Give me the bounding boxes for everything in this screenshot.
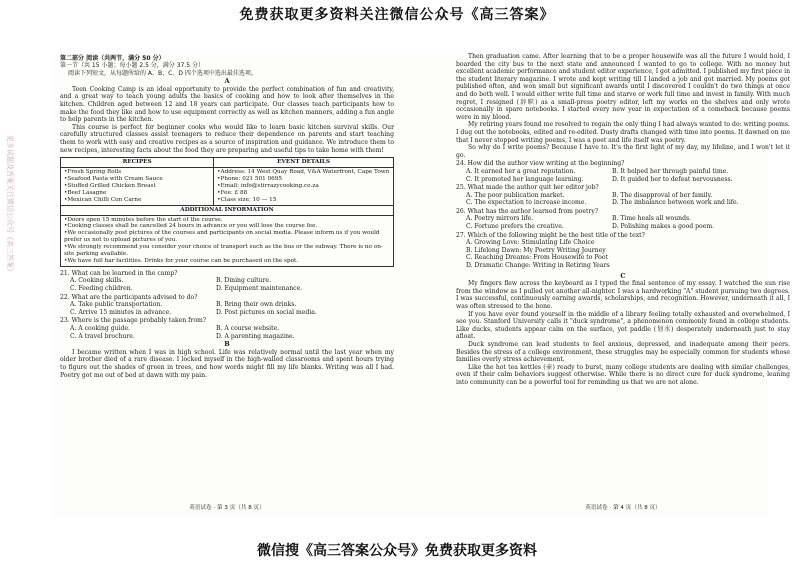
question-27-options <box>456 239 790 269</box>
recipe-item: • Seafood Pasta with Cream Sauce <box>64 176 210 183</box>
passage-b-paragraph-1: I became written when I was in high school. Life was relatively normal until the last year when my older brother died of a rare disease. I locked myself in the high-walled classrooms and spent hours trying to figure out the shades of green in trees, and how words might fill my life blanks. Writing was all I had. Poetry got me out of bed at dawn with my pain. <box>60 348 394 379</box>
additional-info-list <box>64 217 390 265</box>
recipes-header: RECIPES <box>61 158 214 168</box>
option: A. Take public transportation. <box>70 301 163 309</box>
additional-info-item: • We have full bar facilities. Drinks for your course can be purchased on the spot. <box>64 258 390 265</box>
passage-c-paragraph-1: My fingers flew across the keyboard as I typed the final sentence of my essay. I watched the sun rise from the window as I pulled yet another all-nighter. I was a hardworking "A" student pursuing two degrees. I was successful, continuously earning awards, scholarships, and recognition. However, underneath it all, I was often stressed to the bone. <box>456 280 790 310</box>
recipe-item: • Stuffed Grilled Chicken Breast <box>64 183 210 190</box>
question-22: 22. What are the participants advised to do? <box>60 293 198 301</box>
recipe-item: • Fresh Spring Rolls <box>64 169 210 176</box>
passage-c-letter: C <box>620 271 626 280</box>
option: C. Fortune prefers the creative. <box>466 223 564 231</box>
additional-info-cell <box>61 215 394 266</box>
question-21-options <box>60 277 394 292</box>
section-instructions: 阅读下列短文，从每题所给的 A、B、C、D 四个选项中选出最佳选项。 <box>68 69 257 77</box>
option: A. A cooking guide. <box>70 325 130 332</box>
bottom-banner: 微信搜《高三答案公众号》免费获取更多资料 <box>257 543 537 559</box>
passage-a-paragraph-1: Teen Cooking Camp is an ideal opportunity to provide the perfect combination of fun and creativity, and a great way to teach young adults the basics of cooking and how to look after themselves in the kitchen. Children aged between 12 and 18 years can participate. Our classes teach participants how to make the food they like and how to use equipment correctly as well as kitchen manners, adding a fun angle to help parents in the kitchen. <box>60 85 394 124</box>
camp-info-table <box>60 157 394 267</box>
option: D. A parenting magazine. <box>216 332 295 340</box>
option: A. Growing Love: Stimulating Life Choice <box>466 239 595 247</box>
exam-sheet <box>52 53 790 517</box>
page-4-footer: 英语试卷 · 第 4 页（共 8 页） <box>585 505 661 511</box>
question-24: 24. How did the author view writing at the beginning? <box>456 160 625 168</box>
event-details-header: EVENT DETAILS <box>214 158 394 168</box>
event-details-list <box>217 169 390 204</box>
passage-a-letter: A <box>224 77 230 86</box>
option: C. Reaching Dreams: From Housewife to Poet <box>466 254 608 262</box>
additional-info-item: • We strongly recommend you consider your choice of transport such as the bus or the subway. There is no on-site parking available. <box>64 244 390 258</box>
passage-c-paragraph-4: Like the hot tea kettles (壶) ready to burst, many college students are dealing with similar challenges, even if their calm behaviors suggest otherwise. While there is no direct cure for duck syndrome, leaning into community can be a powerful tool for reminding us that we are not alone. <box>456 363 790 386</box>
event-phone: • Phone: 021 501 0695 <box>217 176 390 183</box>
option: C. The expectation to increase income. <box>466 199 587 207</box>
event-details-cell <box>214 168 394 206</box>
page-4-column <box>456 53 790 387</box>
option: B. Bring their own drinks. <box>216 301 297 309</box>
question-25: 25. What made the author quit her editor job? <box>456 184 599 192</box>
passage-a-paragraph-2: This course is perfect for beginner cooks who would like to learn basic kitchen survival skills. Our carefully structured classes assist teenagers to reduce their dependence on parents and start teaching them to work with easy and creative recipes as a source of inspiration and guidance. We introduce them to new recipes, interesting facts about the food they are preparing and useful tips to take home with them! <box>60 123 394 154</box>
option: C. Arrive 15 minutes in advance. <box>70 308 172 316</box>
event-address: • Address: 14 West Quay Road, V&A Waterfront, Cape Town <box>217 169 390 176</box>
question-25-options <box>456 192 790 207</box>
passage-c-paragraph-3: Duck syndrome can lead students to feel anxious, depressed, and inadequate among their peers. Besides the stress of a college environment, these struggles may be especially common for students whose families overly stress achievement. <box>456 340 790 364</box>
event-fee: • Fee: £ 88 <box>217 190 390 197</box>
question-23: 23. Where is the passage probably taken from? <box>60 317 207 325</box>
option: A. Cooking skills. <box>70 277 124 285</box>
recipes-cell <box>61 168 214 206</box>
section-subtitle: 第一节（共 15 小题；每小题 2.5 分，满分 37.5 分） <box>60 62 204 70</box>
question-21: 21. What can be learned in the camp? <box>60 269 178 277</box>
recipe-item: • Mexican Chilli Con Carne <box>64 197 210 204</box>
event-email: • Email: info@stirrazycooking.co.za <box>217 183 390 190</box>
recipes-list <box>64 169 210 204</box>
page-3-column <box>60 55 394 379</box>
passage-b-paragraph-3: My retiring years found me resolved to regain the only thing I had always wanted to do: writing poems. I dug out the notebooks, edited and re-edited. Dusty drafts changed with time into poems. It dawned on me that I never stopped writing poems, I was a poet and life itself was poetry. <box>456 121 790 144</box>
question-26: 26. What has the author learned from poetry? <box>456 207 599 215</box>
option: A. Poetry mirrors life. <box>466 215 534 223</box>
event-class-size: • Class size: 10 — 15 <box>217 197 390 204</box>
option: B. Lifelong Dawn: My Poetry Writing Journey <box>466 246 606 254</box>
option: C. It promoted her language learning. <box>466 175 584 183</box>
passage-c-paragraph-2: If you have ever found yourself in the middle of a library feeling totally exhausted and overwhelmed, I see you. Stanford University calls it "duck syndrome", a phenomenon commonly found in college students. Like ducks, students appear calm on the surface, yet paddle (划水) desperately underneath just to stay afloat. <box>456 310 790 341</box>
additional-info-header: ADDITIONAL INFORMATION <box>61 205 394 215</box>
additional-info-item: • Cooking classes shall be cancelled 24 hours in advance or you will lose the course fee. <box>64 223 390 230</box>
section-title: 第二部分 阅读（共两节，满分 50 分） <box>60 55 165 62</box>
recipe-item: • Beef Lasagne <box>64 190 210 197</box>
option: C. Feeding children. <box>70 285 133 293</box>
option: D. Polishing makes a good poem. <box>612 223 715 231</box>
option: C. A travel brochure. <box>70 332 135 340</box>
watermark-left: 更多试题及答案关注微信公众号《高三答案》 <box>6 135 14 275</box>
question-23-options <box>60 325 394 340</box>
option: A. It earned her a great reputation. <box>466 167 576 175</box>
top-banner: 免费获取更多资料关注微信公众号《高三答案》 <box>239 7 555 23</box>
question-22-options <box>60 301 394 316</box>
option: D. It guided her to defeat nervousness. <box>612 175 733 183</box>
page-3-footer: 英语试卷 · 第 3 页（共 8 页） <box>189 505 265 511</box>
question-27: 27. Which of the following might be the best title of the text? <box>456 231 645 239</box>
option: B. The disapproval of her family. <box>612 191 713 199</box>
option: D. The imbalance between work and life. <box>612 199 739 207</box>
option: D. Post pictures on social media. <box>216 308 317 316</box>
option: A. The poor publication market. <box>466 191 565 199</box>
question-24-options <box>456 168 790 183</box>
option: D. Equipment maintenance. <box>216 285 303 293</box>
passage-b-letter: B <box>224 340 230 349</box>
option: B. It helped her through painful time. <box>612 167 729 175</box>
option: D. Dramatic Change: Writing in Retiring Years <box>466 262 610 270</box>
passage-b-paragraph-4: So why do I write poems? Because I have to. It's the first light of my day, my lifeline, and I won't let it go. <box>456 144 790 159</box>
passage-b-paragraph-2: Then graduation came. After learning that to be a proper housewife was all the future I would hold, I boarded the city bus to the next state and announced I wanted to go to college. With no money but excellent academic performance and student editor experience, I got admitted. I published my first piece in the student literary magazine. I wrote and kept writing till I landed a job and got married. My poems got published often, and won small but significant awards until I discovered I couldn't do two things at once and do both well. I would either write full time and starve or work full time and invest in family. With much regret, I resigned (辞职) as a small-press poetry editor, left my works on the shelves and only wrote occasionally in spare notebooks. I started every new year in expectation of a comeback because poems were in my blood. <box>456 53 790 121</box>
additional-info-item: • Doors open 15 minutes before the start of the course. <box>64 217 390 224</box>
option: B. A course website. <box>216 325 280 332</box>
additional-info-item: • We occasionally post pictures of the courses and participants on social media. Please inform us if you would prefer us not to upload pictures of you. <box>64 230 390 244</box>
option: B. Time heals all wounds. <box>612 215 692 223</box>
question-26-options <box>456 215 790 230</box>
option: B. Dining culture. <box>216 277 271 285</box>
